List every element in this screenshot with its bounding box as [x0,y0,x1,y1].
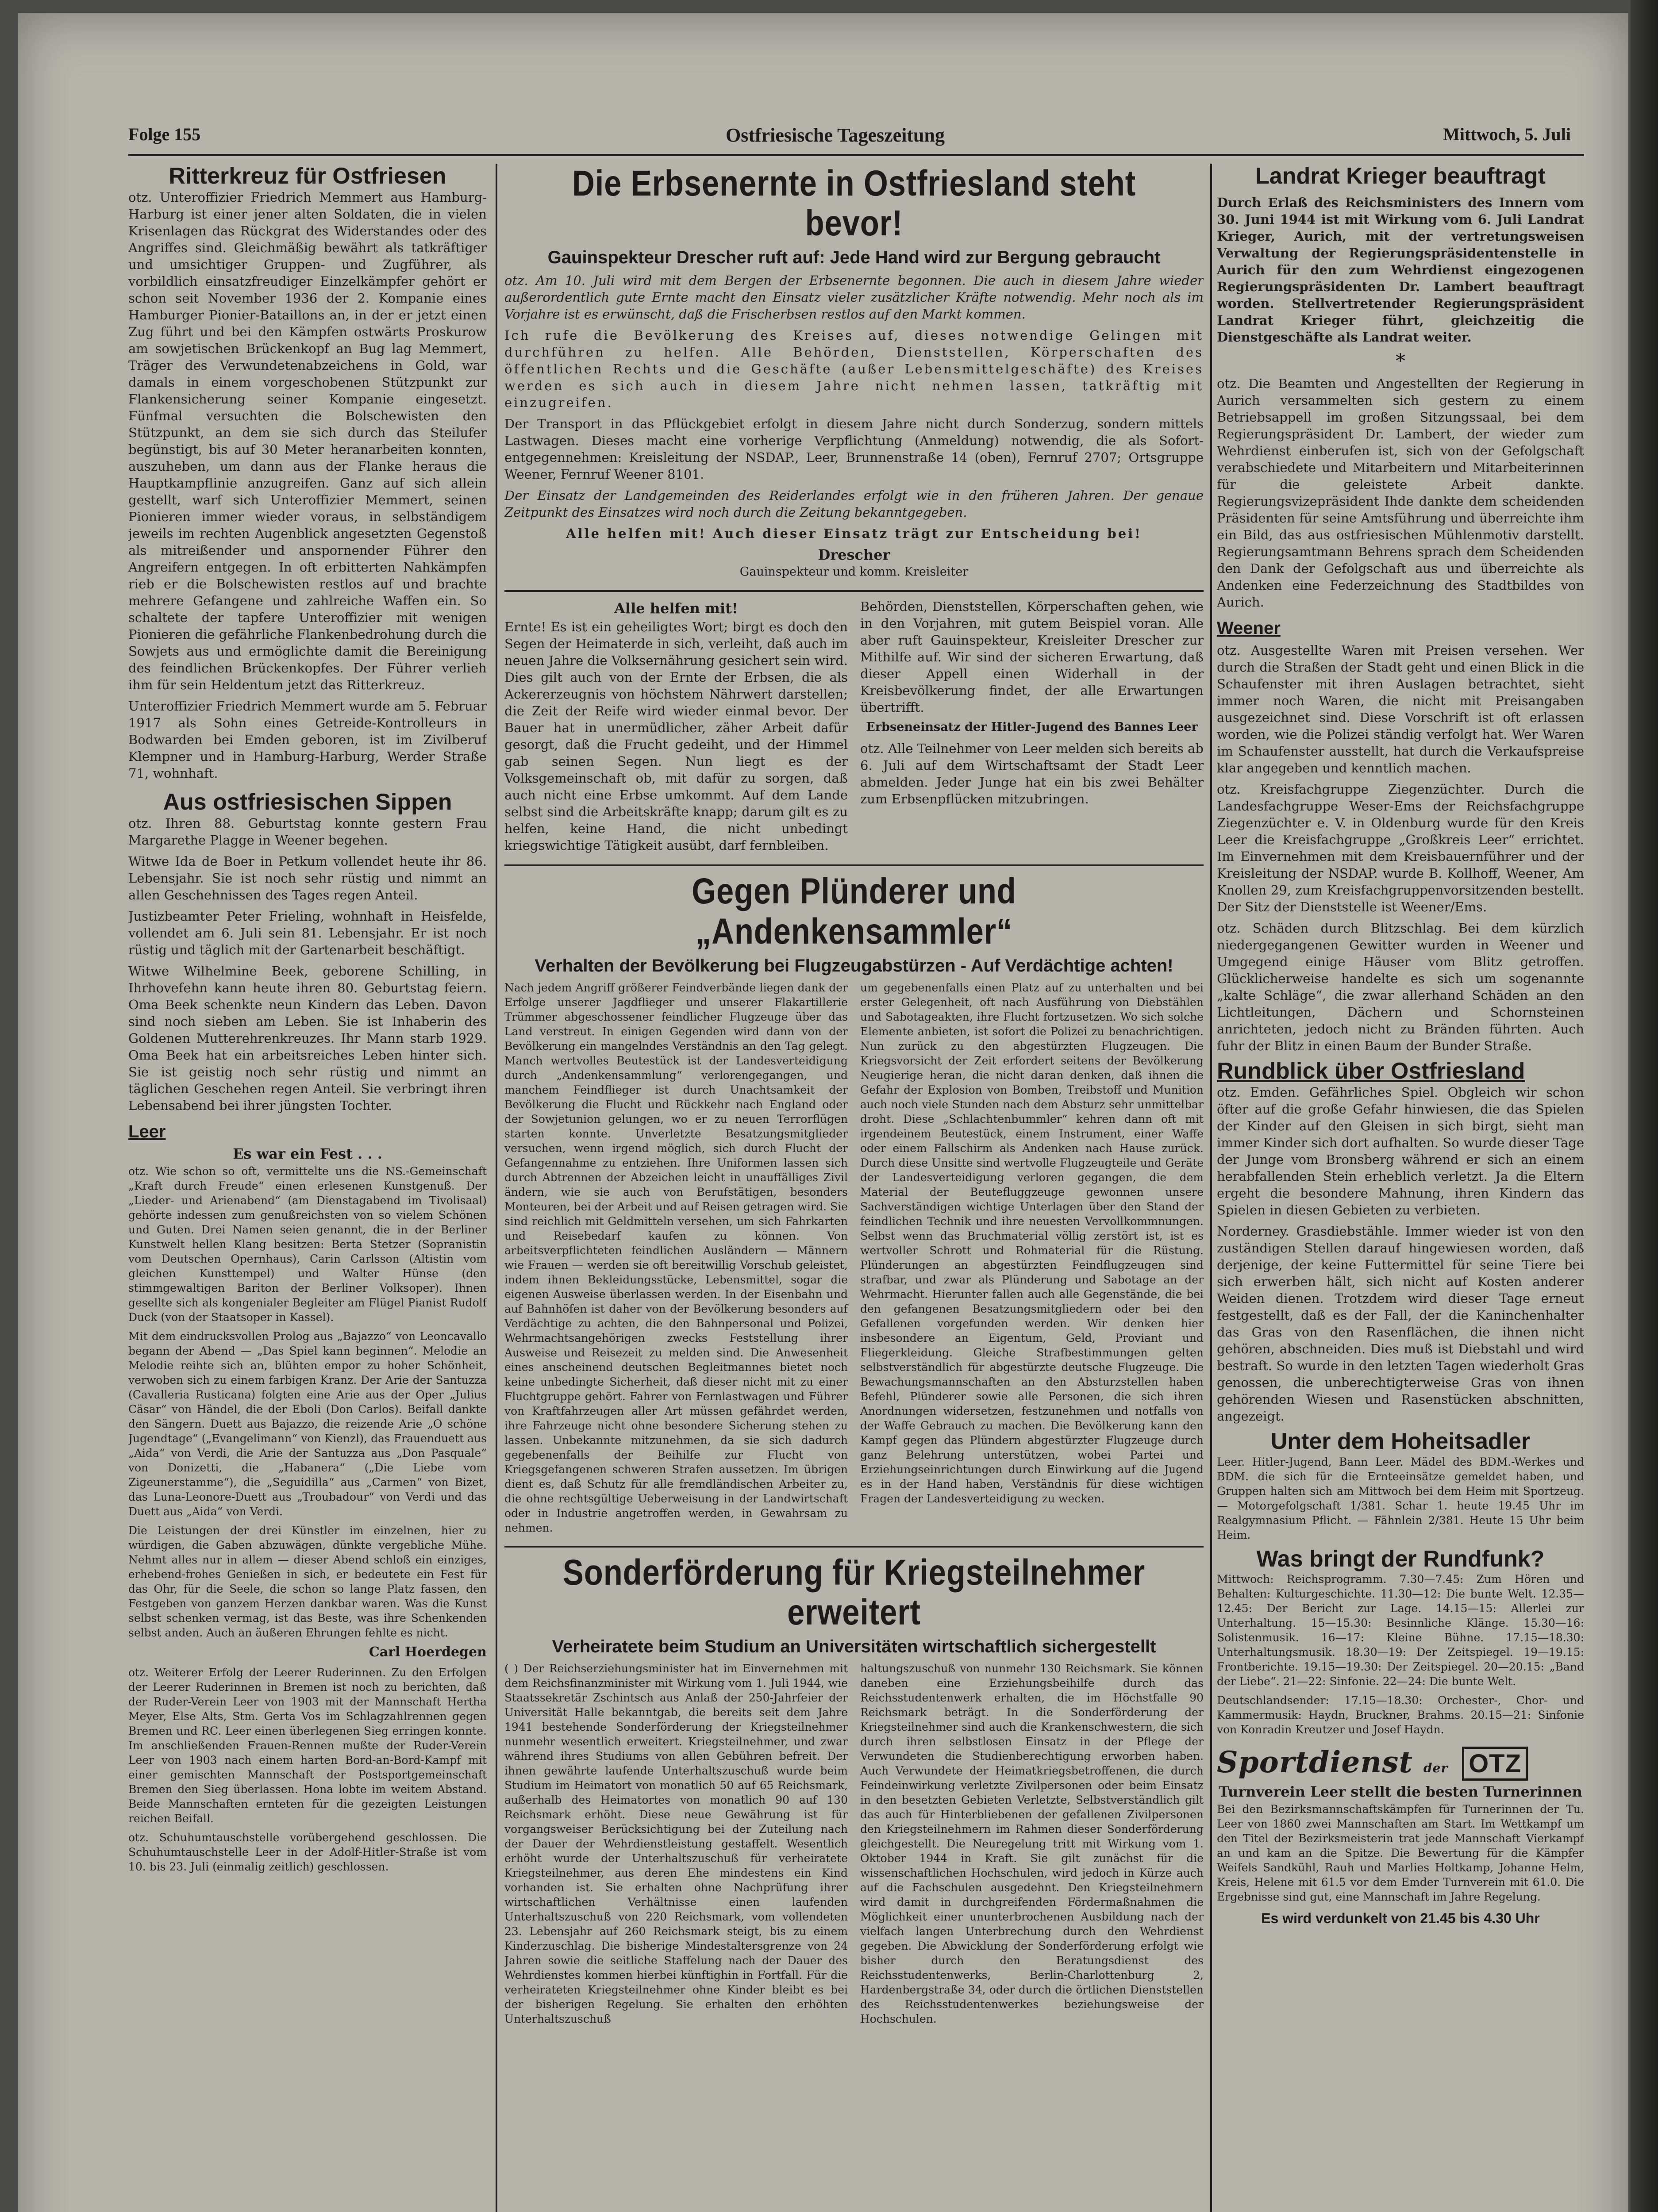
rundfunk-headline: Was bringt der Rundfunk? [1256,1546,1545,1572]
ernte-paragraph: Der Transport in das Pflückgebiet erfolgt in diesem Jahre nicht durch Sonderzug, sondern mittels Lastwagen. Dieses macht eine vorherige Verpflichtung (Anmeldung) notwendig, die als Sofort-entgegennehmen: Kreisleitung der NSDAP., Leer, Brunnenstraße 14 (oben), Fernruf 2707; Ortsgruppe Weener, Fernruf Weener 8101. [504,416,1204,482]
pluenderer-paragraph: Nach jedem Angriff größerer Feindverbände liegen dank der Erfolge unserer Jagdflieger und unserer Flakartillerie Trümmer abgeschossener feindlicher Flugzeuge über das Land verstreut. In einigen Gegenden wird dann von der Bevölkerung ein mangelndes Verständnis an den Tag gelegt. Manch wertvolles Beutestück ist der Landesverteidigung durch „Andenkensammlung“ verlorengegangen, und manchem Feindflieger ist durch Unachtsamkeit der Bevölkerung die Flucht und Rückkehr nach England oder der Sowjetunion gelungen, wo er zu neuen Terrorflügen starten konnte. Unverletzte Besatzungsmitglieder versuchen, wenn irgend möglich, sich durch Flucht der Gefangennahme zu entziehen. Ihre Uniformen lassen sich durch Abtrennen der Abzeichen leicht in unauffälliges Zivil ändern, wie sie auch von Berufstätigen, besonders Monteuren, bei der Arbeit und auf Reisen getragen wird. Sie sind reichlich mit Geldmitteln versehen, um sich Fahrkarten und Reisebedarf kaufen zu können. Von arbeitsverpflichteten feindlichen Ausländern — Männern wie Frauen — werden sie oft bereitwillig Vorschub geleistet, indem ihnen Bekleidungsstücke, Lebensmittel, sogar die eigenen Ausweise überlassen werden. In der Eisenbahn und auf Bahnhöfen ist daher von der Bevölkerung besonders auf Verdächtige zu achten, die den Bahnpersonal und Polizei, Wehrmachtsangehörigen zwecks Feststellung ihrer Ausweise und Reisezeit zu melden sind. Die Anwesenheit eines anscheinend deutschen Begleitmannes bietet noch keine unbedingte Sicherheit, daß dieser nicht mit zu einer Fluchtgruppe gehört. Fahrer von Fernlastwagen und Führer von Kraftfahrzeugen aller Art müssen gefährdet werden, ihre Fahrzeuge nicht ohne besondere Sicherung stehen zu lassen. Unbekannte mitzunehmen, da sie sich dadurch gegebenenfalls der Beihilfe zur Flucht von Kriegsgefangenen schweren Strafen aussetzen. Im übrigen dient es, daß Schutz für alle fremdländischen Arbeiter zu, die ohne rechtsgültige Ueberweisung in der Landwirtschaft oder in Industrie angetroffen werden, in Gewahrsam zu nehmen. [504,981,848,1534]
leer-subhead: Es war ein Fest . . . [233,1145,382,1163]
left-column [128,164,487,2212]
rundfunk-paragraph: Deutschlandsender: 17.15—18.30: Orchester-, Chor- und Kammermusik: Haydn, Bruckner, Brahms. 20.15—21: Sinfonie von Konradin Kreutzer und Josef Haydn. [1217,1694,1584,1736]
rundblick-paragraph: Norderney. Grasdiebstähle. Immer wieder ist von den zuständigen Stellen darauf hingewiesen worden, daß derjenige, der keine Futtermittel für seine Tiere bei sich erwerben hält, sich nicht auf Kosten anderer Weiden dienen. Trotzdem wird dieser Tage erneut festgestellt, daß es der Fall, der die Kaninchenhalter das Gras von den Rasenflächen, die ihnen nicht gehören, abschneiden. Dies muß ist Diebstahl und wird bestraft. So wurde in den letzten Tagen wiederholt Gras genossen, die unberechtigterweise Gras von ihnen gehörenden Wiesen und Rasenstücken abschnitten, angezeigt. [1217,1224,1584,1424]
helfen-paragraph: Behörden, Dienststellen, Körperschaften gehen, wie in den Vorjahren, mit gutem Beispiel voran. Alle aber ruft Gauinspekteur, Kreisleiter Drescher zur Mithilfe auf. Wir sind der sicheren Erwartung, daß dieser Appell einen Widerhall in der Kreisbevölkerung findet, der alle Erwartungen übertrifft. [860,599,1204,715]
leer-paragraph: Mit dem eindrucksvollen Prolog aus „Bajazzo“ von Leoncavallo begann der Abend — „Das Spiel kann beginnen“. Melodie an Melodie reihte sich an, blühten empor zu hoher Schönheit, verwoben sich zu einem farbigen Kranz. Der Arie der Santuzza (Cavalleria Rusticana) folgten eine Arie aus der Oper „Julius Cäsar“ von Händel, die der Eboli (Don Carlos). Beifall dankte den Sängern. Duett aus Bajazzo, die reizende Arie „O schöne Jugendtage“ („Evangelimann“ von Kienzl), das Frauenduett aus „Aida“ von Verdi, die Arie der Santuzza aus „Don Pasquale“ von Donizetti, die „Habanera“ („Die Liebe vom Zigeunerstamme“), die „Seguidilla“ aus „Carmen“ von Bizet, das Luna-Leonore-Duett aus „Troubadour“ von Verdi und das Duett aus „Aida“ von Verdi. [128,1330,487,1518]
weener-paragraph: otz. Schäden durch Blitzschlag. Bei dem kürzlich niedergegangenen Gewitter wurden in Weener und Umgegend einige Häuser vom Blitz getroffen. Glücklicherweise handelte es sich um sogenannte „kalte Schläge“, die zwar allerhand Schäden an den Lichtleitungen, Dächern und Schornsteinen anrichteten, jedoch nicht zu Bränden führten. Auch fuhr der Blitz in einen Baum der Bunder Straße. [1217,921,1584,1054]
weener-section-label: Weener [1217,618,1281,638]
leer-paragraph: otz. Schuhumtauschstelle vorübergehend geschlossen. Die Schuhumtauschstelle Leer in der Adolf-Hitler-Straße ist vom 10. bis 23. Juli (einmalig zeitlich) geschlossen. [128,1831,487,1874]
helfen-headline: Alle helfen mit! [614,600,738,617]
sippen-headline: Aus ostfriesischen Sippen [163,789,452,815]
landrat-paragraph: Durch Erlaß des Reichsministers des Innern vom 30. Juni 1944 ist mit Wirkung vom 6. Juli Landrat Krieger, Aurich, mit der vertretungsweisen Verwaltung der Regierungspräsidentenstelle in Aurich für den zum Wehrdienst eingezogenen Regierungspräsidenten Dr. Lambert beauftragt worden. Stellvertretender Regierungspräsident Landrat Krieger führt, gleichzeitig die Dienstgeschäfte als Landrat weiter. [1217,195,1584,345]
foerderung-subheadline: Verheiratete beim Studium an Universitäten wirtschaftlich sichergestellt [552,1637,1156,1657]
hj-subheadline: Erbseneinsatz der Hitler-Jugend des Bannes Leer [866,720,1198,734]
rundblick-headline: Rundblick über Ostfriesland [1217,1058,1525,1084]
pluenderer-columns [504,980,1204,1540]
leer-signature: Carl Hoerdegen [369,1644,487,1660]
sport-headline: Turnverein Leer stellt die besten Turnerinnen [1219,1783,1582,1800]
sippen-paragraph: otz. Ihren 88. Geburtstag konnte gestern Frau Margarethe Plagge in Weener begehen. [128,816,487,848]
rundfunk-paragraph: Mittwoch: Reichsprogramm. 7.30—7.45: Zum Hören und Behalten: Kulturgeschichte. 11.30—12: Die bunte Welt. 12.35—12.45: Der Bericht zur Lage. 14.15—15: Allerlei zur Unterhaltung. 15—15.30: Besinnliche Klänge. 15.30—16: Solistenmusik. 16—17: Kleine Bühne. 17.15—18.30: Unterhaltungsmusik. 18.30—19: Der Zeitspiegel. 19—19.15: Frontberichte. 19.15—19.30: Der Zeitspiegel. 20—20.15: „Band der Liebe“. 21—22: Sinfonie. 22—24: Die bunte Welt. [1217,1572,1584,1688]
newspaper-page [18,13,1628,2212]
issue-date: Mittwoch, 5. Juli [1443,124,1571,144]
sippen-paragraph: Witwe Ida de Boer in Petkum vollendet heute ihr 86. Lebensjahr. Sie ist noch sehr rüstig und nimmt an allen Geschehnissen des Tages regen Anteil. [128,854,487,903]
column-rule-right [1210,164,1212,2212]
sport-paragraph: Bei den Bezirksmannschaftskämpfen für Turnerinnen der Tu. Leer von 1860 zwei Mannschaften am Start. Im Wettkampf um den Titel der Bezirksmeisterin trat jede Mannschaft Vierkampf an und kam an die Spitze. Die Bewertung für die Kämpfer Weifels Sandkühl, Rauh und Marlies Holtkamp, Johanne Helm, Kreis, Helene mit 61.5 vor dem Emder Turnverein mit 61.0. Die Ergebnisse sind gut, eine Mannschaft im Jahre Regelung. [1217,1802,1584,1903]
ernte-article [504,164,1204,592]
masthead [128,124,1571,150]
ritterkreuz-headline: Ritterkreuz für Ostfriesen [169,164,446,189]
right-column [1217,164,1584,2212]
page-edge-shadow [1631,0,1658,2212]
ernte-paragraph: Ich rufe die Bevölkerung des Kreises auf, dieses notwendige Gelingen mit durchführen zu helfen. Alle Behörden, Dienststellen, Körperschaften des öffentlichen Rechts und die Geschäfte (außer Lebensmittelgeschäfte) des Kreises werden es sich auch in diesem Jahre nicht nehmen lassen, tatkräftig mit einzugreifen. [504,328,1204,411]
ernte-subheadline: Gauinspekteur Drescher ruft auf: Jede Hand wird zur Bergung gebraucht [547,248,1161,268]
separator-asterisk: * [1396,350,1405,373]
sippen-paragraph: Justizbeamter Peter Frieling, wohnhaft in Heisfelde, vollendet am 6. Juli sein 81. Lebensjahr. Er ist noch rüstig und täglich mit der Gartenarbeit beschäftigt. [128,909,487,958]
pluenderer-article [504,864,1204,1539]
sportdienst-logo-text: Sportdienst [1217,1744,1413,1779]
sportdienst-logo-box: OTZ [1462,1747,1528,1781]
ernte-signature-title: Gauinspekteur und komm. Kreisleiter [739,565,969,579]
helfen-article [504,598,1204,858]
ernte-signature-name: Drescher [818,546,890,564]
sippen-paragraph: Witwe Wilhelmine Beek, geborene Schilling, in Ihrhovefehn kann heute ihren 80. Geburtstag feiern. Oma Beek schenkte neun Kindern das Leben. Davon sind noch sieben am Leben. Sie ist Inhaberin des Goldenen Mutterehrenkreuzes. Ihr Mann starb 1929. Oma Beek hat ein arbeitsreiches Leben hinter sich. Sie ist geistig noch sehr rüstig und nimmt an täglichen Geschehen regen Anteil. Sie verbringt ihren Lebensabend bei ihrer jüngsten Tochter. [128,964,487,1114]
foerderung-headline: Sonderförderung für Kriegsteilnehmer erweitert [562,1552,1146,1632]
rundblick-paragraph: otz. Emden. Gefährliches Spiel. Obgleich wir schon öfter auf die große Gefahr hinwiesen, die das Spielen der Kinder auf den Gleisen in sich birgt, sieht man immer Kinder sich dort aufhalten. So wurde dieser Tage der Junge vom Bronsberg während er sich an einem herabfallenden Stein erheblich verletzt. Ja die Eltern ergeht die besondere Mahnung, ihren Kindern das Spielen in diesen Gebieten zu verbieten. [1217,1085,1584,1218]
ritterkreuz-paragraph: otz. Unteroffizier Friedrich Memmert aus Hamburg-Harburg ist einer jener alten Soldaten, die in vielen Krisenlagen das Rückgrat des Widerstandes oder des Angriffes sind. Gleichmäßig bewährt als tatkräftiger und umsichtiger Gruppen- und Zugführer, als vorbildlich einsatzfreudiger Einzelkämpfer gehört er schon seit November 1936 der 2. Kompanie eines Hamburger Pionier-Bataillons an, in der er jetzt einen Zug führt und bei den Kämpfen ostwärts Proskurow am sowjetischen Brückenkopf an Bug lag Memmert, Träger des Verwundetenabzeichens in Gold, war damals in einem vorgeschobenen Stützpunkt zur Flankensicherung seiner Kompanie eingesetzt. Fünfmal versuchten die Bolschewisten den Stützpunkt, an dem sie sich durch das Steilufer begünstigt, bis auf 30 Meter heranarbeiten konnten, auszuheben, um dann aus der Flanke heraus die Hauptkampflinie anzugreifen. Ganz auf sich allein gestellt, warf sich Unteroffizier Memmert, seinen Pionieren immer wieder voraus, in selbständigem jeweils im rechten Augenblick angesetzten Gegenstoß als mitreißender und anspornender Führer den Angreifern entgegen. In oft erbitterten Nahkämpfen rieb er die Bolschewisten restlos auf und brachte mehrere Gefangene und zahlreiche Waffen ein. So schaltete der tapfere Unteroffizier mit wenigen Pionieren die gefährliche Flankenbedrohung durch die Sowjets aus und ermöglichte damit die Bereinigung des feindlichen Brückenkopfes. Der Führer verlieh ihm für sein Heldentum jetzt das Ritterkreuz. [128,190,487,693]
pluenderer-headline: Gegen Plünderer und „Andenkensammler“ [692,871,1016,952]
foerderung-article [504,1546,1204,2031]
weener-paragraph: otz. Kreisfachgruppe Ziegenzüchter. Durch die Landesfachgruppe Weser-Ems der Reichsfachgruppe Ziegenzüchter e. V. in Oldenburg wurde für den Kreis Leer die Kreisfachgruppe „Großkreis Leer“ errichtet. Im Einvernehmen mit dem Kreisbauernführer und der Kreisleitung der NSDAP. wurde B. Kollhoff, Weener, Am Knollen 29, zum Kreisfachgruppenvorsitzenden bestellt. Der Sitz der Dienststelle ist Weener/Ems. [1217,782,1584,915]
sportdienst-logo-sub: der [1423,1760,1448,1775]
ernte-appeal: Alle helfen mit! Auch dieser Einsatz trägt zur Entscheidung bei! [566,526,1142,541]
foerderung-columns [504,1661,1204,2031]
hoheitsadler-headline: Unter dem Hoheitsadler [1270,1429,1531,1455]
hoheitsadler-paragraph: Leer. Hitler-Jugend, Bann Leer. Mädel des BDM.-Werkes und BDM. die sich für die Ernteeinsätze gemeldet haben, und Gruppen halten sich am Mittwoch bei dem Heim mit Sportzeug. — Motorgefolgschaft 1/381. Schar 1. heute 19.45 Uhr im Realgymnasium Pflicht. — Fähnlein 2/381. Heute 15 Uhr beim Heim. [1217,1455,1584,1541]
paper-title: Ostfriesische Tageszeitung [726,124,945,146]
ernte-paragraph: Der Einsatz der Landgemeinden des Reiderlandes erfolgt wie in den früheren Jahren. Der genaue Zeitpunkt des Einsatzes wird noch durch die Zeitung bekanntgegeben. [504,488,1204,520]
middle-column [504,164,1204,2212]
foerderung-paragraph: haltungszuschuß von nunmehr 130 Reichsmark. Sie können daneben eine Erziehungsbeihilfe durch das Reichsstudentenwerk erhalten, die im Höchstfalle 90 Reichsmark beträgt. In die Sonderförderung der Kriegsteilnehmer sind auch die Krankenschwestern, die sich durch ihren selbstlosen Einsatz in der Pflege der Verwundeten die Studienberechtigung erworben haben. Auch Verwundete der Heimatkriegsbetroffenen, die durch Feindeinwirkung verletzte Zivilpersonen oder beim Einsatz in den besetzten Gebieten Verletzte, Selbstverständlich gilt das auch für Hinterbliebenen der gefallenen Zivilpersonen den Kriegsteilnehmern im Rahmen dieser Sonderförderung gleichgestellt. Die Neuregelung tritt mit Wirkung vom 1. Oktober 1944 in Kraft. Sie gilt zunächst für die wissenschaftlichen Hochschulen, wird jedoch in Kürze auch auf die Fachschulen ausgedehnt. Den Kriegsteilnehmern wird damit in durchgreifenden Fördermaßnahmen die Möglichkeit einer ununterbrochenen Ausbildung nach der vielfach langen Unterbrechung durch den Wehrdienst gegeben. Die Abwicklung der Sonderförderung erfolgt wie bisher durch den Beratungsdienst des Reichsstudentenwerks, Berlin-Charlottenburg 2, Hardenbergstraße 34, oder durch die örtlichen Dienststellen des Reichsstudentenwerkes beziehungsweise der Hochschulen. [860,1662,1204,2026]
foerderung-paragraph: ( ) Der Reichserziehungsminister hat im Einvernehmen mit dem Reichsfinanzminister mit Wirkung vom 1. Juli 1944, wie Staatssekretär Zschintsch aus Anlaß der 250-Jahrfeier der Universität Halle bekanntgab, die bereits seit dem Jahre 1941 bestehende Sonderförderung der Kriegsteilnehmer nunmehr wesentlich erweitert. Kriegsteilnehmer, und zwar während ihres Studiums von allen Gebühren befreit. Der ihnen gewährte laufende Unterhaltszuschuß wurde beim Studium im Heimatort von monatlich 50 auf 65 Reichsmark, außerhalb des Heimatortes von monatlich 90 auf 130 Reichsmark erhöht. Diese neue Gewährung ist für vorgangsweiser Berücksichtigung bei der Zuteilung nach der Dauer der Wehrdienstleistung gestaffelt. Wesentlich erhöht wurde der Unterhaltszuschuß für verheiratete Kriegsteilnehmer, aus deren Ehe mindestens ein Kind vorhanden ist. Sie erhalten ohne Nachprüfung ihrer wirtschaftlichen Verhältnisse einen laufenden Unterhaltszuschuß von 220 Reichsmark, vom vollendeten 23. Lebensjahr auf 260 Reichsmark steigt, bis zu einem Kinderzuschlag. Die bisherige Mindestaltersgrenze von 24 Jahren sowie die seitliche Staffelung nach der Dauer des Wehrdienstes kommen hierbei künftighin in Fortfall. Für die verheirateten Kriegsteilnehmer ohne Kinder bleibt es bei der bisherigen Regelung. Sie erhalten den erhöhten Unterhaltszuschuß [504,1662,848,2026]
issue-number: Folge 155 [128,124,201,144]
helfen-paragraph: Ernte! Es ist ein geheiligtes Wort; birgt es doch den Segen der Heimaterde in sich, verleiht, daß auch im neuen Jahre die Volksernährung gesichert sein wird. Dies gilt auch von der Ernte der Erbsen, die als Ackererzeugnis von höchstem Nährwert darstellen; die Zeit der Reife wird wieder einmal bevor. Der Bauer hat in unermüdlicher, zäher Arbeit dafür gesorgt, daß die Frucht gedeiht, und der Himmel gab seinen Segen. Nun liegt es der Volksgemeinschaft ob, mit dafür zu sorgen, daß auch nicht eine Erbse umkommt. Auf dem Lande selbst sind die Arbeitskräfte knapp; darum gilt es zu helfen, keine Hand, die nicht unbedingt kriegswichtige Tätigkeit ausübt, darf fernbleiben. [504,619,848,853]
pluenderer-subheadline: Verhalten der Bevölkerung bei Flugzeugabstürzen - Auf Verdächtige achten! [535,956,1173,975]
landrat-paragraph: otz. Die Beamten und Angestellten der Regierung in Aurich versammelten sich gestern zu einem Betriebsappell im großen Sitzungssaal, bei dem Regierungspräsident Dr. Lambert, der wieder zum Wehrdienst einberufen ist, sich von der Gefolgschaft verabschiedete und Mitarbeitern und Mitarbeiterinnen für die geleistete Arbeit dankte. Regierungsvizepräsident Ihde dankte dem scheidenden Präsidenten für seine Amtsführung und überreichte ihm ein Bild, das aus ostfriesischen Mühlenmotiv darstellt. Regierungsamtmann Behrens sprach dem Scheidenden den Dank der Gefolgschaft aus und überreichte als Andenken eine Federzeichnung des Stadtbildes von Aurich. [1217,376,1584,610]
leer-section-label: Leer [128,1122,166,1142]
landrat-headline: Landrat Krieger beauftragt [1255,164,1546,189]
hj-paragraph: otz. Alle Teilnehmer von Leer melden sich bereits ab 6. Juli auf dem Wirtschaftsamt der Stadt Leer abmelden. Jeder Junge hat ein bis zwei Behälter zum Erbsenpflücken mitzubringen. [860,741,1204,807]
ernte-paragraph: otz. Am 10. Juli wird mit dem Bergen der Erbsenernte begonnen. Die auch in diesem Jahre wieder außerordentlich gute Ernte macht den Einsatz vieler zusätzlicher Kräfte notwendig. Mehr noch als im Vorjahre ist es erwünscht, daß die Frischerbsen restlos auf den Markt kommen. [504,273,1204,322]
leer-paragraph: otz. Wie schon so oft, vermittelte uns die NS.-Gemeinschaft „Kraft durch Freude“ einen erlesenen Kunstgenuß. Der „Lieder- und Arienabend“ (am Dienstagabend im Tivolisaal) gehörte indessen zum genußreichsten von so vielem Schönen und Guten. Drei Namen seien genannt, die in der Berliner Kunstwelt hellen Klang besitzen: Berta Stetzer (Sopranistin vom Deutschen Opernhaus), Carin Carlsson (Altistin vom gleichen Kunsttempel) und Walter Hünse (den stimmgewaltigen Bariton der Berliner Volksoper). Ihnen gesellte sich als kongenialer Begleiter am Flügel Pianist Rudolf Duck (von der Staatsoper in Kassel). [128,1165,487,1324]
leer-paragraph: Die Leistungen der drei Künstler im einzelnen, hier zu würdigen, die Gaben abzuwägen, dünkte vergebliche Mühe. Nehmt alles nur in allem — dieser Abend schloß ein einziges, erhebend-frohes Genießen in sich, er bedeutete ein Fest für das Ohr, für die Seele, die schon so lange Platz fassen, den Festgeben von ganzem Herzen dankbar waren. Was die Kunst selbst schenken vermag, ist das Beste, was ihre Schenkenden selbst anden. Auch an äußeren Ehrungen fehlte es nicht. [128,1524,487,1640]
pluenderer-paragraph: um gegebenenfalls einen Platz auf zu unterhalten und bei erster Gelegenheit, oft nach Ausführung von Diebstählen und Sabotageakten, ihre Flucht fortzusetzen. Wo sich solche Elemente anbieten, ist sofort die Polizei zu benachrichtigen. Nun zurück zu den abgestürzten Flugzeugen. Die Kriegsvorsicht der Zeit erfordert seitens der Bevölkerung Neugierige heran, die nicht daran denken, daß ihnen die Gefahr der Explosion von Bomben, Treibstoff und Munition auch noch viele Stunden nach dem Absturz sehr unmittelbar droht. Diese „Schlachtenbummler“ kehren dann oft mit irgendeinem Beutestück, einem Instrument, einer Waffe oder einem Fallschirm als Andenken nach Hause zurück. Durch diese Unsitte sind wertvolle Flugzeugteile und Geräte der Landesverteidigung verloren gegangen, die dem Material der Beutefluggzeuge gewonnen unsere Sachverständigen wichtige Unterlagen über den Stand der feindlichen Technik und ihre neuesten Vervollkommnungen. Selbst wenn das Bruchmaterial völlig zerstört ist, ist es wertvoller Schrott und Rohmaterial für die Rüstung. Plünderungen an abgestürzten Feindflugzeugen sind strafbar, und zwar als Plünderung und Sabotage an der Wehrmacht. Hierunter fallen auch alle Gegenstände, die bei den gefangenen Besatzungsmitgliedern oder bei den Gefallenen vorgefunden werden. Wir denken hier insbesondere an Eigentum, Geld, Proviant und Fliegerkleidung. Gleiche Strafbestimmungen gelten selbstverständlich für abgestürzte deutsche Flugzeuge. Die Bewachungsmannschaften an den Absturzstellen haben Befehl, Plünderer sowie alle Personen, die sich ihren Anordnungen widersetzen, festzunehmen und notfalls von der Waffe Gebrauch zu machen. Die Bevölkerung kann den Kampf gegen das Plündern abgestürzter Flugzeuge durch ganz Belehrung unterstützen, wobei Partei und Erziehungseinrichtungen durch Einwirkung auf die Jugend es in der Hand haben, Verständnis für diese wichtigen Fragen der Landesverteidigung zu wecken. [860,981,1204,1505]
column-rule-left [496,164,497,2212]
masthead-rule [128,154,1584,156]
blackout-notice: Es wird verdunkelt von 21.45 bis 4.30 Uhr [1261,1910,1540,1926]
ritterkreuz-paragraph: Unteroffizier Friedrich Memmert wurde am 5. Februar 1917 als Sohn eines Getreide-Kontrolleurs in Bodwarden bei Emden geboren, ist im Zivilberuf Klempner und in Hamburg-Harburg, Werder Straße 71, wohnhaft. [128,699,487,781]
ernte-headline: Die Erbsenernte in Ostfriesland steht bevor! [572,164,1136,244]
sportdienst-logo [1217,1745,1584,1781]
weener-paragraph: otz. Ausgestellte Waren mit Preisen versehen. Wer durch die Straßen der Stadt geht und einen Blick in die Schaufenster mit ihren Auslagen betrachtet, sieht immer noch Waren, die nicht mit Preisangaben ausgezeichnet sind. Diese Vorschrift ist oft erlassen worden, wie die Polizei ständig verfolgt hat. Wer Waren im Schaufenster ausstellt, hat durch die Verkaufspreise klar angegeben und kenntlich machen. [1217,643,1584,776]
leer-paragraph: otz. Weiterer Erfolg der Leerer Ruderinnen. Zu den Erfolgen der Leerer Ruderinnen in Bremen ist noch zu berichten, daß der Ruder-Verein Leer von 1903 mit der Mannschaft Hertha Meyer, Else Alts, Stm. Gerta Vos im Schlagzahlrennen gegen Bremen und RC. Leer einen überlegenen Sieg erringen konnte. Im anschließenden Frauen-Rennen mußte der Ruder-Verein Leer von 1903 nach einem harten Bord-an-Bord-Kampf mit einer gemischten Mannschaft der Postsportgemeinschaft Bremen den Sieg überlassen. Hona lobte im weitem Abstand. Beide Mannschaften ernteten für die gezeigten Leistungen reichen Beifall. [128,1666,487,1825]
